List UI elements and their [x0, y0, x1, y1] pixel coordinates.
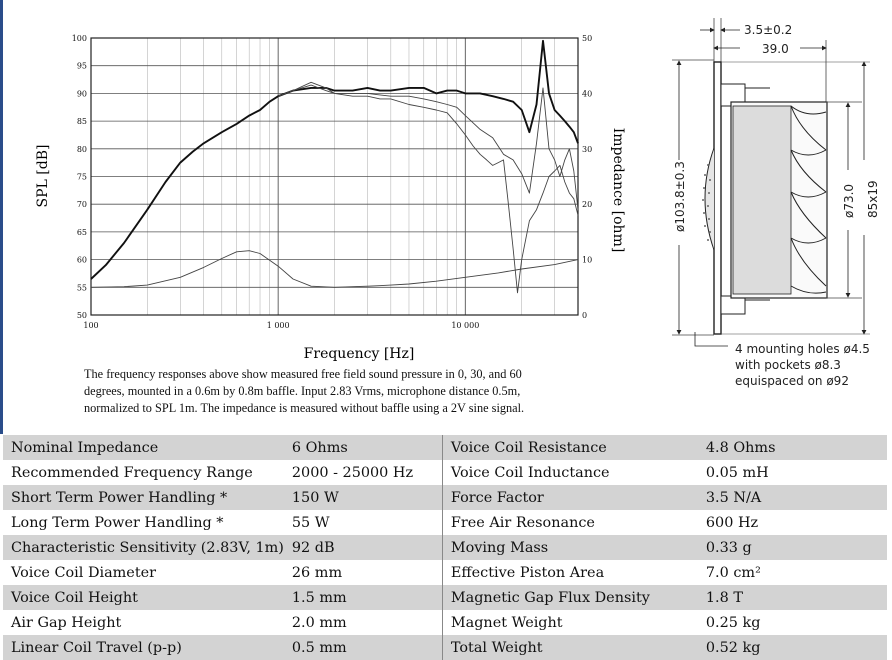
y2-axis-label: Impedance [ohm] [610, 127, 626, 253]
spec-value: 92 dB [284, 535, 443, 560]
spec-name: Voice Coil Inductance [442, 460, 698, 485]
spec-value: 4.8 Ohms [698, 435, 887, 460]
spec-value: 7.0 cm² [698, 560, 887, 585]
y2-tick-label: 20 [582, 200, 593, 210]
spec-row [3, 560, 887, 585]
spec-name: Voice Coil Resistance [442, 435, 698, 460]
y2-tick-label: 10 [582, 255, 593, 265]
spec-row [3, 460, 887, 485]
spec-value: 600 Hz [698, 510, 887, 535]
caption-line: normalized to SPL 1m. The impedance is measured without baffle using a 2V sine signal. [84, 401, 525, 415]
spec-value: 0.52 kg [698, 635, 887, 660]
spec-value: 3.5 N/A [698, 485, 887, 510]
spec-name: Air Gap Height [3, 610, 284, 635]
y-tick-label: 80 [76, 144, 87, 154]
spec-value: 150 W [284, 485, 443, 510]
spec-value: 0.25 kg [698, 610, 887, 635]
dim-body-label: ø73.0 [842, 183, 856, 218]
y-tick-label: 90 [76, 89, 87, 99]
spec-value: 0.33 g [698, 535, 887, 560]
spec-name: Long Term Power Handling * [3, 510, 284, 535]
dim-depth-label: 39.0 [762, 42, 789, 56]
mounting-note-line: equispaced on ø92 [735, 374, 849, 388]
spec-row [3, 510, 887, 535]
spec-value: 2.0 mm [284, 610, 443, 635]
spec-value: 0.05 mH [698, 460, 887, 485]
dim-outer-label: ø103.8±0.3 [673, 161, 687, 232]
spec-name: Moving Mass [442, 535, 698, 560]
spec-name: Free Air Resonance [442, 510, 698, 535]
spec-value: 6 Ohms [284, 435, 443, 460]
spec-value: 26 mm [284, 560, 443, 585]
spec-row [3, 535, 887, 560]
spec-row [3, 635, 887, 660]
spec-value: 1.5 mm [284, 585, 443, 610]
y-tick-label: 60 [76, 255, 87, 265]
y-tick-label: 100 [71, 34, 87, 43]
y2-tick-label: 40 [582, 89, 593, 99]
spec-row [3, 585, 887, 610]
x-tick-label: 1 000 [266, 321, 290, 330]
spec-row [3, 435, 887, 460]
spec-name: Force Factor [442, 485, 698, 510]
technical-drawing [640, 0, 890, 372]
spec-name: Linear Coil Travel (p-p) [3, 635, 284, 660]
specifications-table [3, 435, 887, 660]
spec-name: Effective Piston Area [442, 560, 698, 585]
spec-row [3, 485, 887, 510]
y2-tick-label: 0 [582, 311, 588, 320]
spec-name: Total Weight [442, 635, 698, 660]
x-tick-label: 10 000 [451, 321, 480, 330]
spec-name: Voice Coil Height [3, 585, 284, 610]
y-tick-label: 55 [76, 283, 87, 293]
x-tick-label: 100 [83, 321, 99, 330]
mounting-note-line: 4 mounting holes ø4.5 [735, 342, 870, 356]
y-tick-label: 70 [76, 200, 87, 210]
y-tick-label: 65 [76, 227, 87, 237]
caption-line: degrees, mounted in a 0.6m by 0.8m baffle. Input 2.83 Vrms, microphone distance 0.5m, [84, 384, 521, 398]
spec-row [3, 610, 887, 635]
dim-square-label: 85x19 [866, 180, 880, 218]
dim-flange-label: 3.5±0.2 [744, 23, 793, 37]
spl-series-line [278, 85, 578, 210]
caption-line: The frequency responses above show measured free field sound pressure in 0, 30, and 60 [84, 367, 522, 381]
y-tick-label: 75 [76, 172, 87, 182]
y2-tick-label: 50 [582, 34, 593, 43]
y2-tick-label: 30 [582, 144, 593, 154]
x-axis-label: Frequency [Hz] [303, 346, 415, 362]
y-tick-label: 50 [76, 311, 87, 320]
mounting-holes-note [735, 341, 870, 389]
spl-series-line [278, 82, 578, 292]
spec-name: Characteristic Sensitivity (2.83V, 1m) [3, 535, 284, 560]
spec-name: Recommended Frequency Range [3, 460, 284, 485]
spec-name: Voice Coil Diameter [3, 560, 284, 585]
spec-name: Nominal Impedance [3, 435, 284, 460]
spec-value: 1.8 T [698, 585, 887, 610]
y-tick-label: 95 [76, 61, 87, 71]
y-tick-label: 85 [76, 117, 87, 127]
spec-value: 2000 - 25000 Hz [284, 460, 443, 485]
spec-value: 55 W [284, 510, 443, 535]
spec-name: Short Term Power Handling * [3, 485, 284, 510]
chart-caption [84, 366, 604, 417]
spec-value: 0.5 mm [284, 635, 443, 660]
y-axis-label: SPL [dB] [35, 144, 51, 208]
mounting-note-line: with pockets ø8.3 [735, 358, 841, 372]
spec-name: Magnetic Gap Flux Density [442, 585, 698, 610]
spec-name: Magnet Weight [442, 610, 698, 635]
frequency-response-chart [0, 0, 640, 366]
